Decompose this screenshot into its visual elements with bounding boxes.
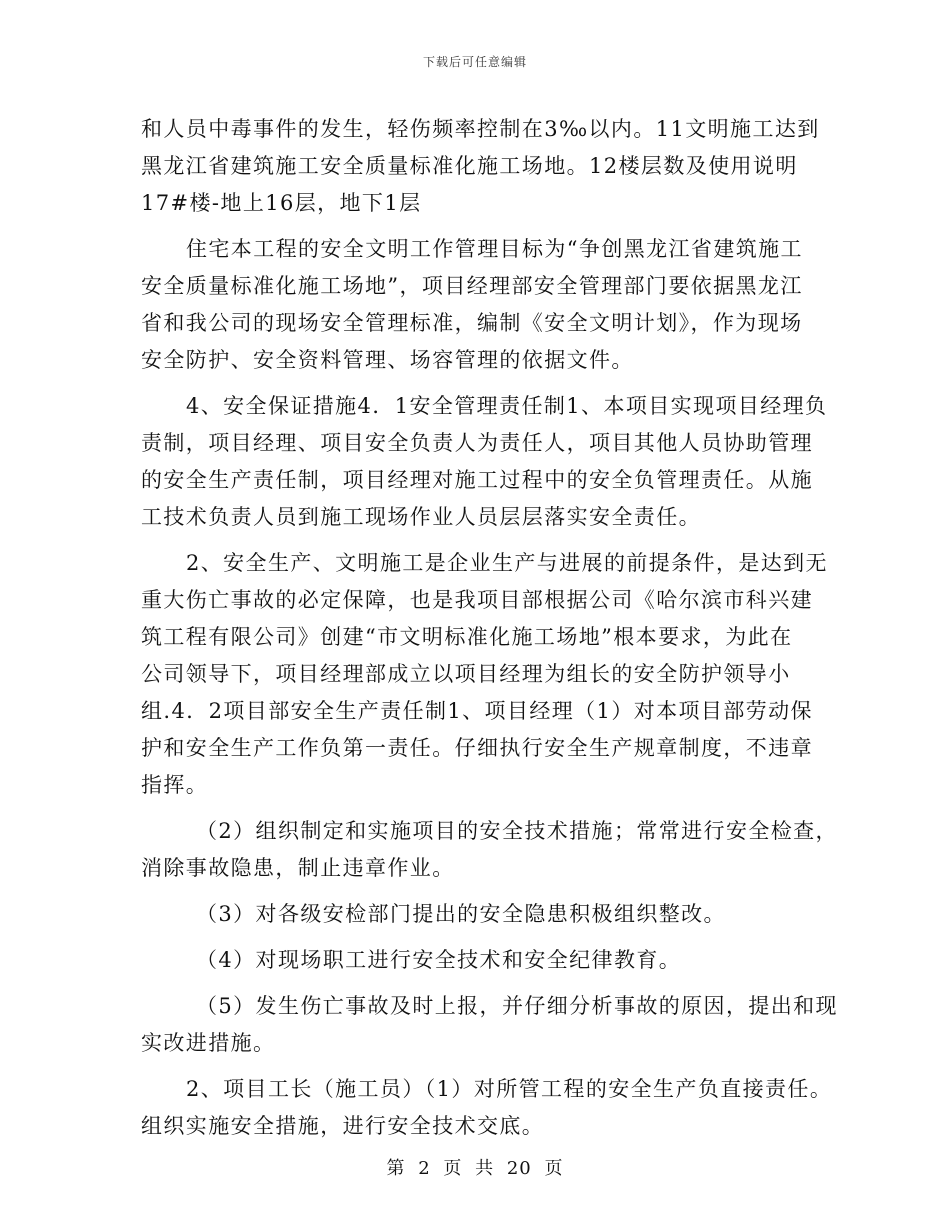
- paragraph-first-line: 住宅本工程的安全文明工作管理目标为“争创黑龙江省建筑施工: [186, 237, 803, 261]
- text-line: 安全防护、安全资料管理、场容管理的依据文件。: [141, 348, 634, 372]
- paragraph-first-line: 2、项目工长（施工员）（1）对所管工程的安全生产负直接责任。: [186, 1077, 833, 1101]
- paragraph-first-line: 4、安全保证措施4．1安全管理责任制1、本项目实现项目经理负: [186, 394, 828, 418]
- paragraph-first-line: （5）发生伤亡事故及时上报，并仔细分析事故的原因，提出和现: [196, 994, 838, 1018]
- paragraph-first-line: 2、安全生产、文明施工是企业生产与进展的前提条件，是达到无: [186, 551, 828, 575]
- text-line: 护和安全生产工作负第一责任。仔细执行安全生产规章制度，不违章: [141, 736, 813, 760]
- text-line: 责制，项目经理、项目安全负责人为责任人，项目其他人员协助管理: [141, 431, 813, 455]
- page-number: 第 2 页 共 20 页: [386, 1158, 564, 1179]
- text-line: 的安全生产责任制，项目经理对施工过程中的安全负管理责任。从施: [141, 468, 813, 492]
- text-line: 安全质量标准化施工场地”，项目经理部安全管理部门要依据黑龙江: [141, 274, 803, 298]
- text-line: 组.4．2项目部安全生产责任制1、项目经理（1）对本项目部劳动保: [141, 699, 813, 723]
- text-line: 和人员中毒事件的发生，轻伤频率控制在3‰以内。11文明施工达到: [141, 117, 820, 141]
- paragraph-first-line: （2）组织制定和实施项目的安全技术措施；常常进行安全检查，: [196, 819, 838, 843]
- text-line: 消除事故隐患，制止违章作业。: [141, 856, 455, 880]
- page-header: 下载后可任意编辑: [422, 55, 527, 69]
- paragraph-first-line: （3）对各级安检部门提出的安全隐患积极组织整改。: [196, 902, 726, 926]
- text-line: 17#楼-地上16层，地下1层: [141, 191, 422, 215]
- document-body: [141, 111, 838, 1145]
- text-line: 公司领导下，项目经理部成立以项目经理为组长的安全防护领导小: [141, 662, 791, 686]
- text-line: 省和我公司的现场安全管理标准，编制《安全文明计划》，作为现场: [141, 311, 803, 335]
- text-line: 指挥。: [141, 773, 209, 797]
- paragraph-first-line: （4）对现场职工进行安全技术和安全纪律教育。: [196, 948, 682, 972]
- text-line: 组织实施安全措施，进行安全技术交底。: [141, 1114, 545, 1138]
- text-line: 工技术负责人员到施工现场作业人员层层落实安全责任。: [141, 505, 701, 529]
- text-line: 筑工程有限公司》创建“市文明标准化施工场地”根本要求，为此在: [141, 625, 793, 649]
- text-line: 重大伤亡事故的必定保障，也是我项目部根据公司《哈尔滨市科兴建: [141, 588, 813, 612]
- text-line: 黑龙江省建筑施工安全质量标准化施工场地。12楼层数及使用说明: [141, 154, 798, 178]
- text-line: 实改进措施。: [141, 1031, 276, 1055]
